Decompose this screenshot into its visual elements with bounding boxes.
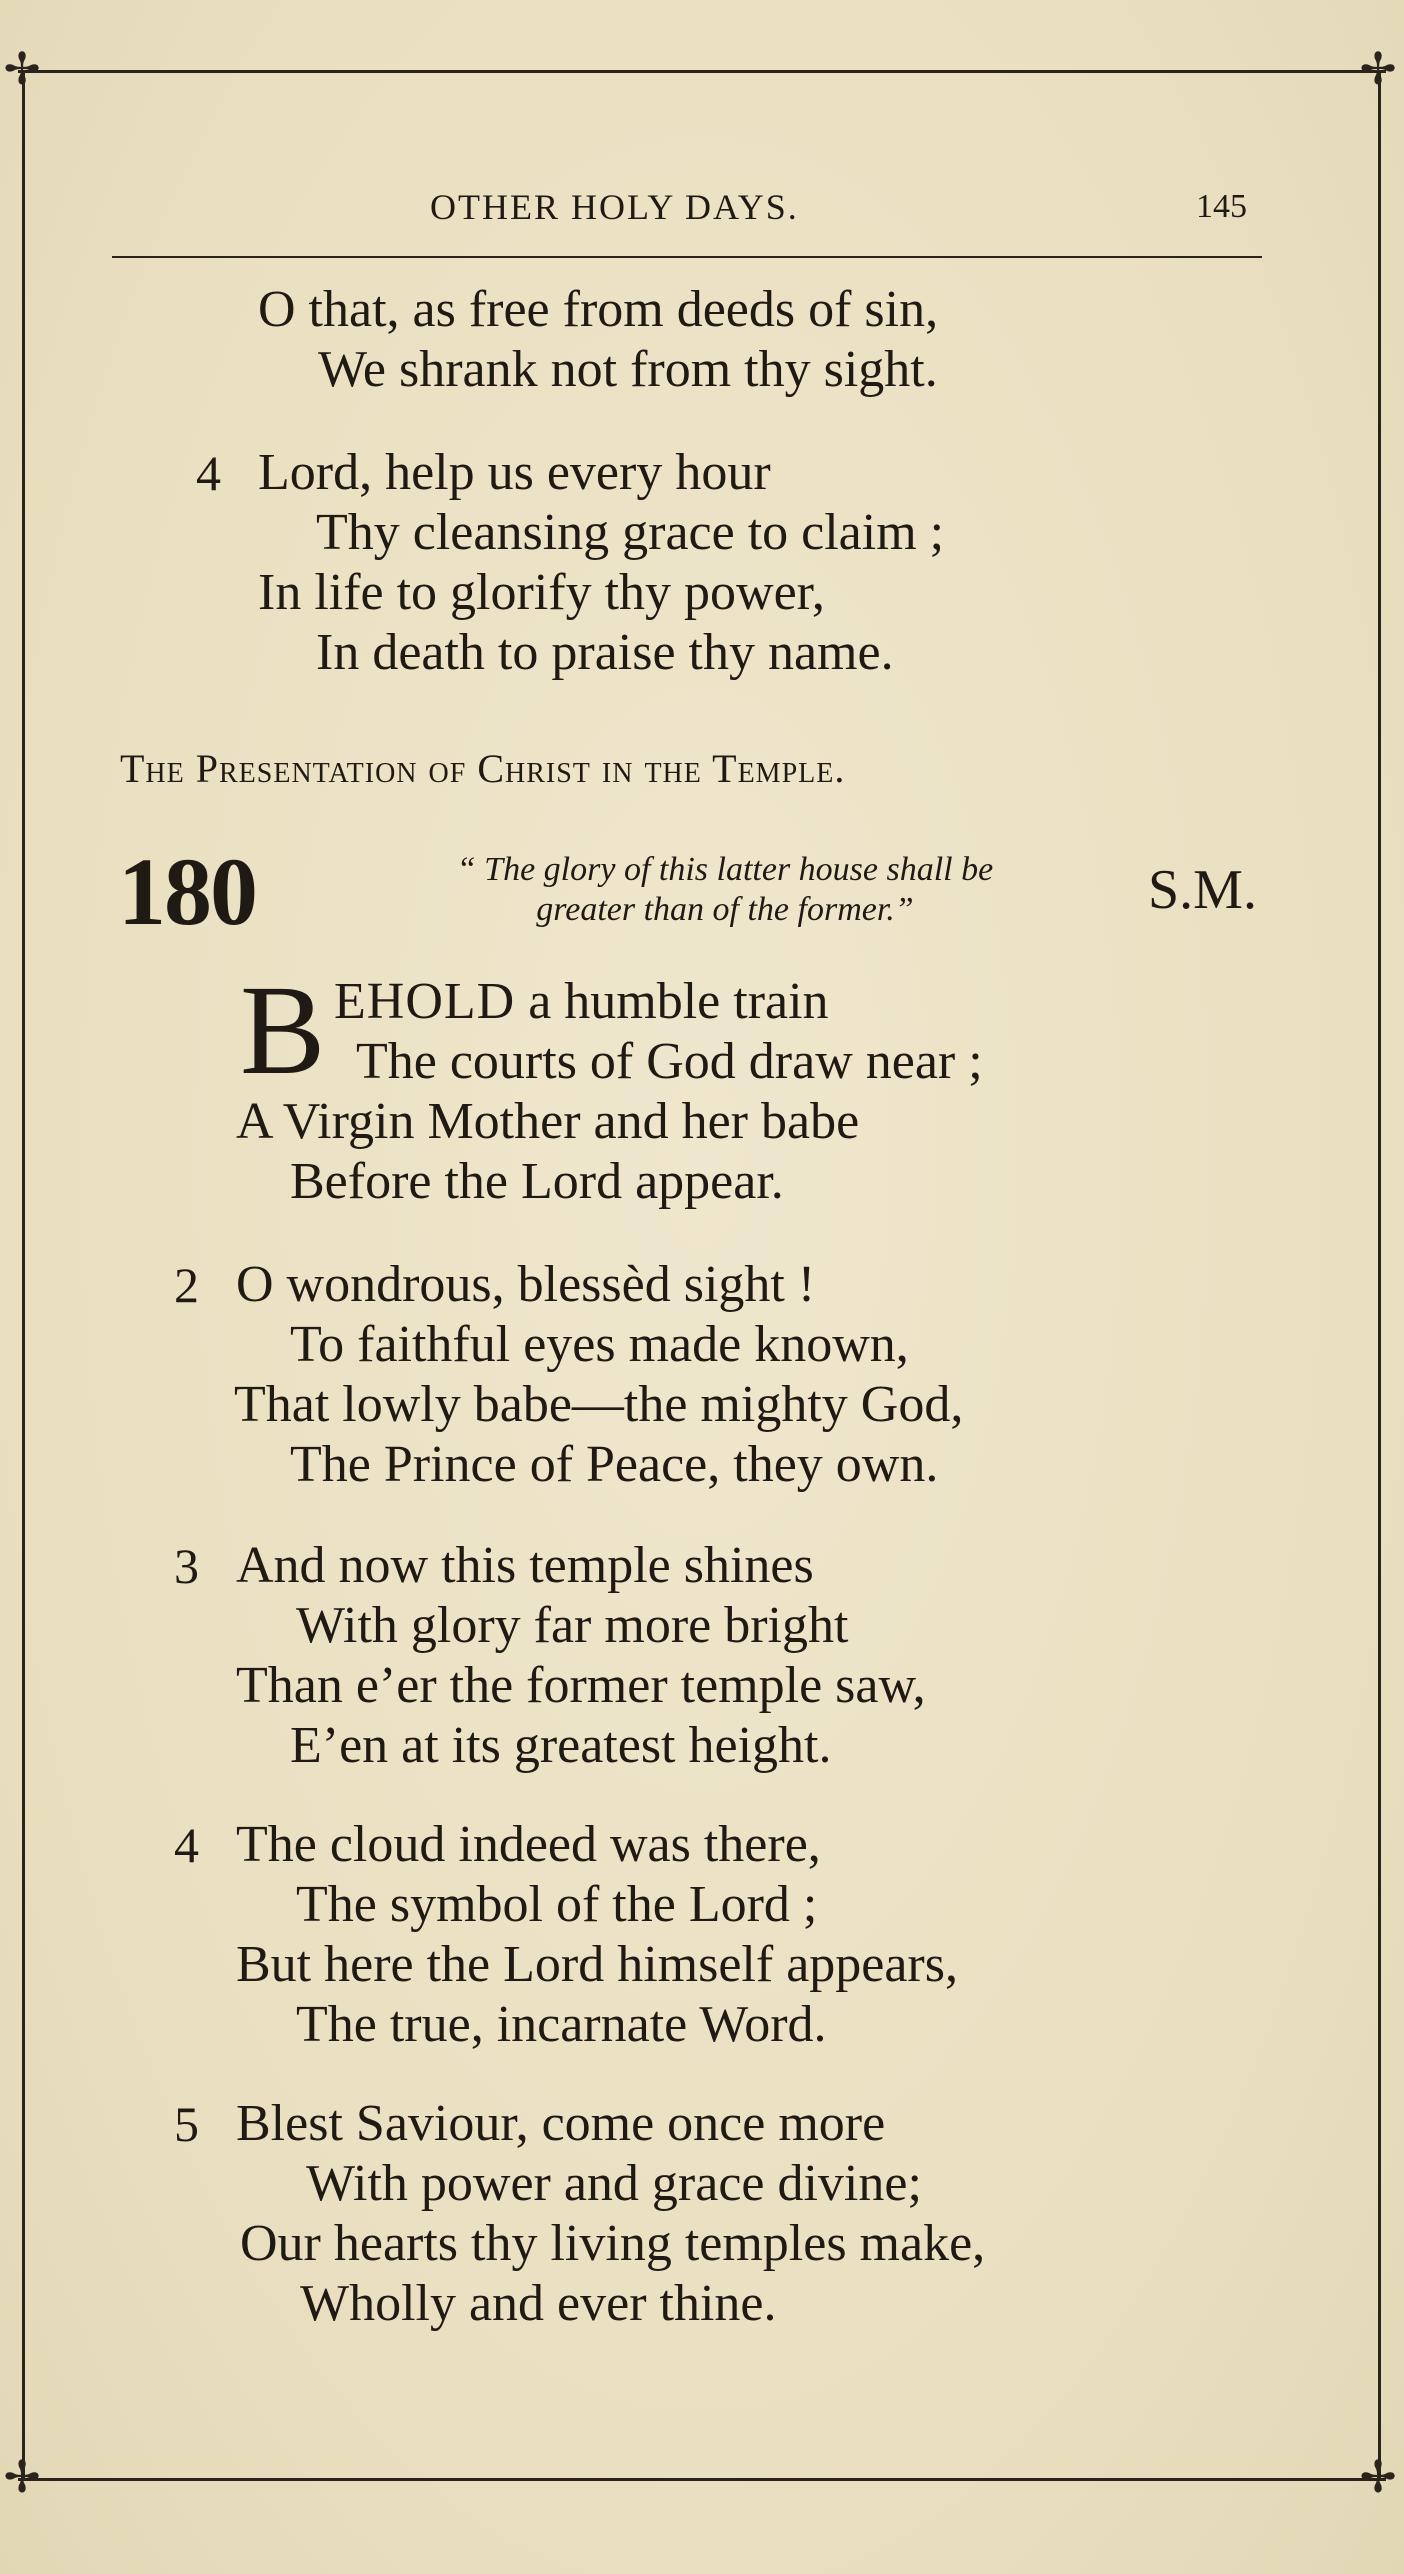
verse-line-first bbox=[334, 972, 829, 1032]
verse-line: A Virgin Mother and her babe bbox=[236, 1093, 860, 1150]
corner-ornament-icon: ✢ bbox=[3, 44, 41, 95]
verse-line: Before the Lord appear. bbox=[290, 1153, 784, 1210]
verse-line: The true, incarnate Word. bbox=[296, 1996, 827, 2053]
verse-line: But here the Lord himself appears, bbox=[236, 1936, 958, 1993]
drop-cap-continuation: EHOLD bbox=[334, 973, 516, 1030]
verse-line: Blest Saviour, come once more bbox=[236, 2095, 886, 2152]
verse-line: Than e’er the former temple saw, bbox=[236, 1657, 926, 1714]
verse-line: Our hearts thy living temples make, bbox=[240, 2215, 986, 2272]
section-title: The Presentation of Christ in the Temple. bbox=[120, 746, 846, 791]
verse-line: The courts of God draw near ; bbox=[356, 1033, 983, 1090]
verse-line: Thy cleansing grace to claim ; bbox=[316, 504, 945, 561]
page-border-left bbox=[22, 70, 25, 2478]
epigraph-line: greater than of the former.” bbox=[536, 891, 914, 928]
verse-line: In death to praise thy name. bbox=[316, 624, 894, 681]
verse-line: With power and grace divine; bbox=[306, 2155, 922, 2212]
verse-line: And now this temple shines bbox=[236, 1537, 814, 1594]
verse-line: E’en at its greatest height. bbox=[290, 1717, 832, 1774]
verse-line: O that, as free from deeds of sin, bbox=[258, 281, 939, 338]
verse-line: Wholly and ever thine. bbox=[300, 2275, 777, 2332]
stanza-number: 4 bbox=[196, 445, 221, 501]
verse-line: The cloud indeed was there, bbox=[236, 1816, 821, 1873]
page-number: 145 bbox=[1196, 188, 1247, 225]
verse-line: With glory far more bright bbox=[296, 1597, 849, 1654]
page-border-bottom bbox=[18, 2478, 1386, 2481]
verse-line: Lord, help us every hour bbox=[258, 444, 771, 501]
stanza-number: 5 bbox=[174, 2096, 199, 2152]
corner-ornament-icon: ✢ bbox=[1359, 2452, 1397, 2503]
verse-line: The Prince of Peace, they own. bbox=[290, 1436, 939, 1493]
stanza-number: 3 bbox=[174, 1538, 199, 1594]
meter-label: S.M. bbox=[1148, 859, 1257, 921]
verse-line: To faithful eyes made known, bbox=[290, 1316, 909, 1373]
verse-line: O wondrous, blessèd sight ! bbox=[236, 1256, 816, 1313]
hymn-number: 180 bbox=[118, 838, 256, 945]
running-title: OTHER HOLY DAYS. bbox=[430, 187, 799, 227]
page-border-right bbox=[1378, 70, 1381, 2478]
verse-line-tail: a humble train bbox=[528, 973, 829, 1030]
header-rule bbox=[112, 256, 1262, 258]
verse-line: In life to glorify thy power, bbox=[258, 564, 825, 621]
stanza-number: 4 bbox=[174, 1817, 199, 1873]
page-border-top bbox=[18, 70, 1386, 73]
verse-line: We shrank not from thy sight. bbox=[318, 341, 938, 398]
drop-cap: B bbox=[240, 959, 326, 1101]
epigraph-line: “ The glory of this latter house shall be bbox=[456, 851, 994, 888]
corner-ornament-icon: ✢ bbox=[3, 2452, 41, 2503]
corner-ornament-icon: ✢ bbox=[1359, 44, 1397, 95]
stanza-number: 2 bbox=[174, 1257, 199, 1313]
verse-line: That lowly babe—the mighty God, bbox=[234, 1376, 964, 1433]
verse-line: The symbol of the Lord ; bbox=[296, 1876, 818, 1933]
